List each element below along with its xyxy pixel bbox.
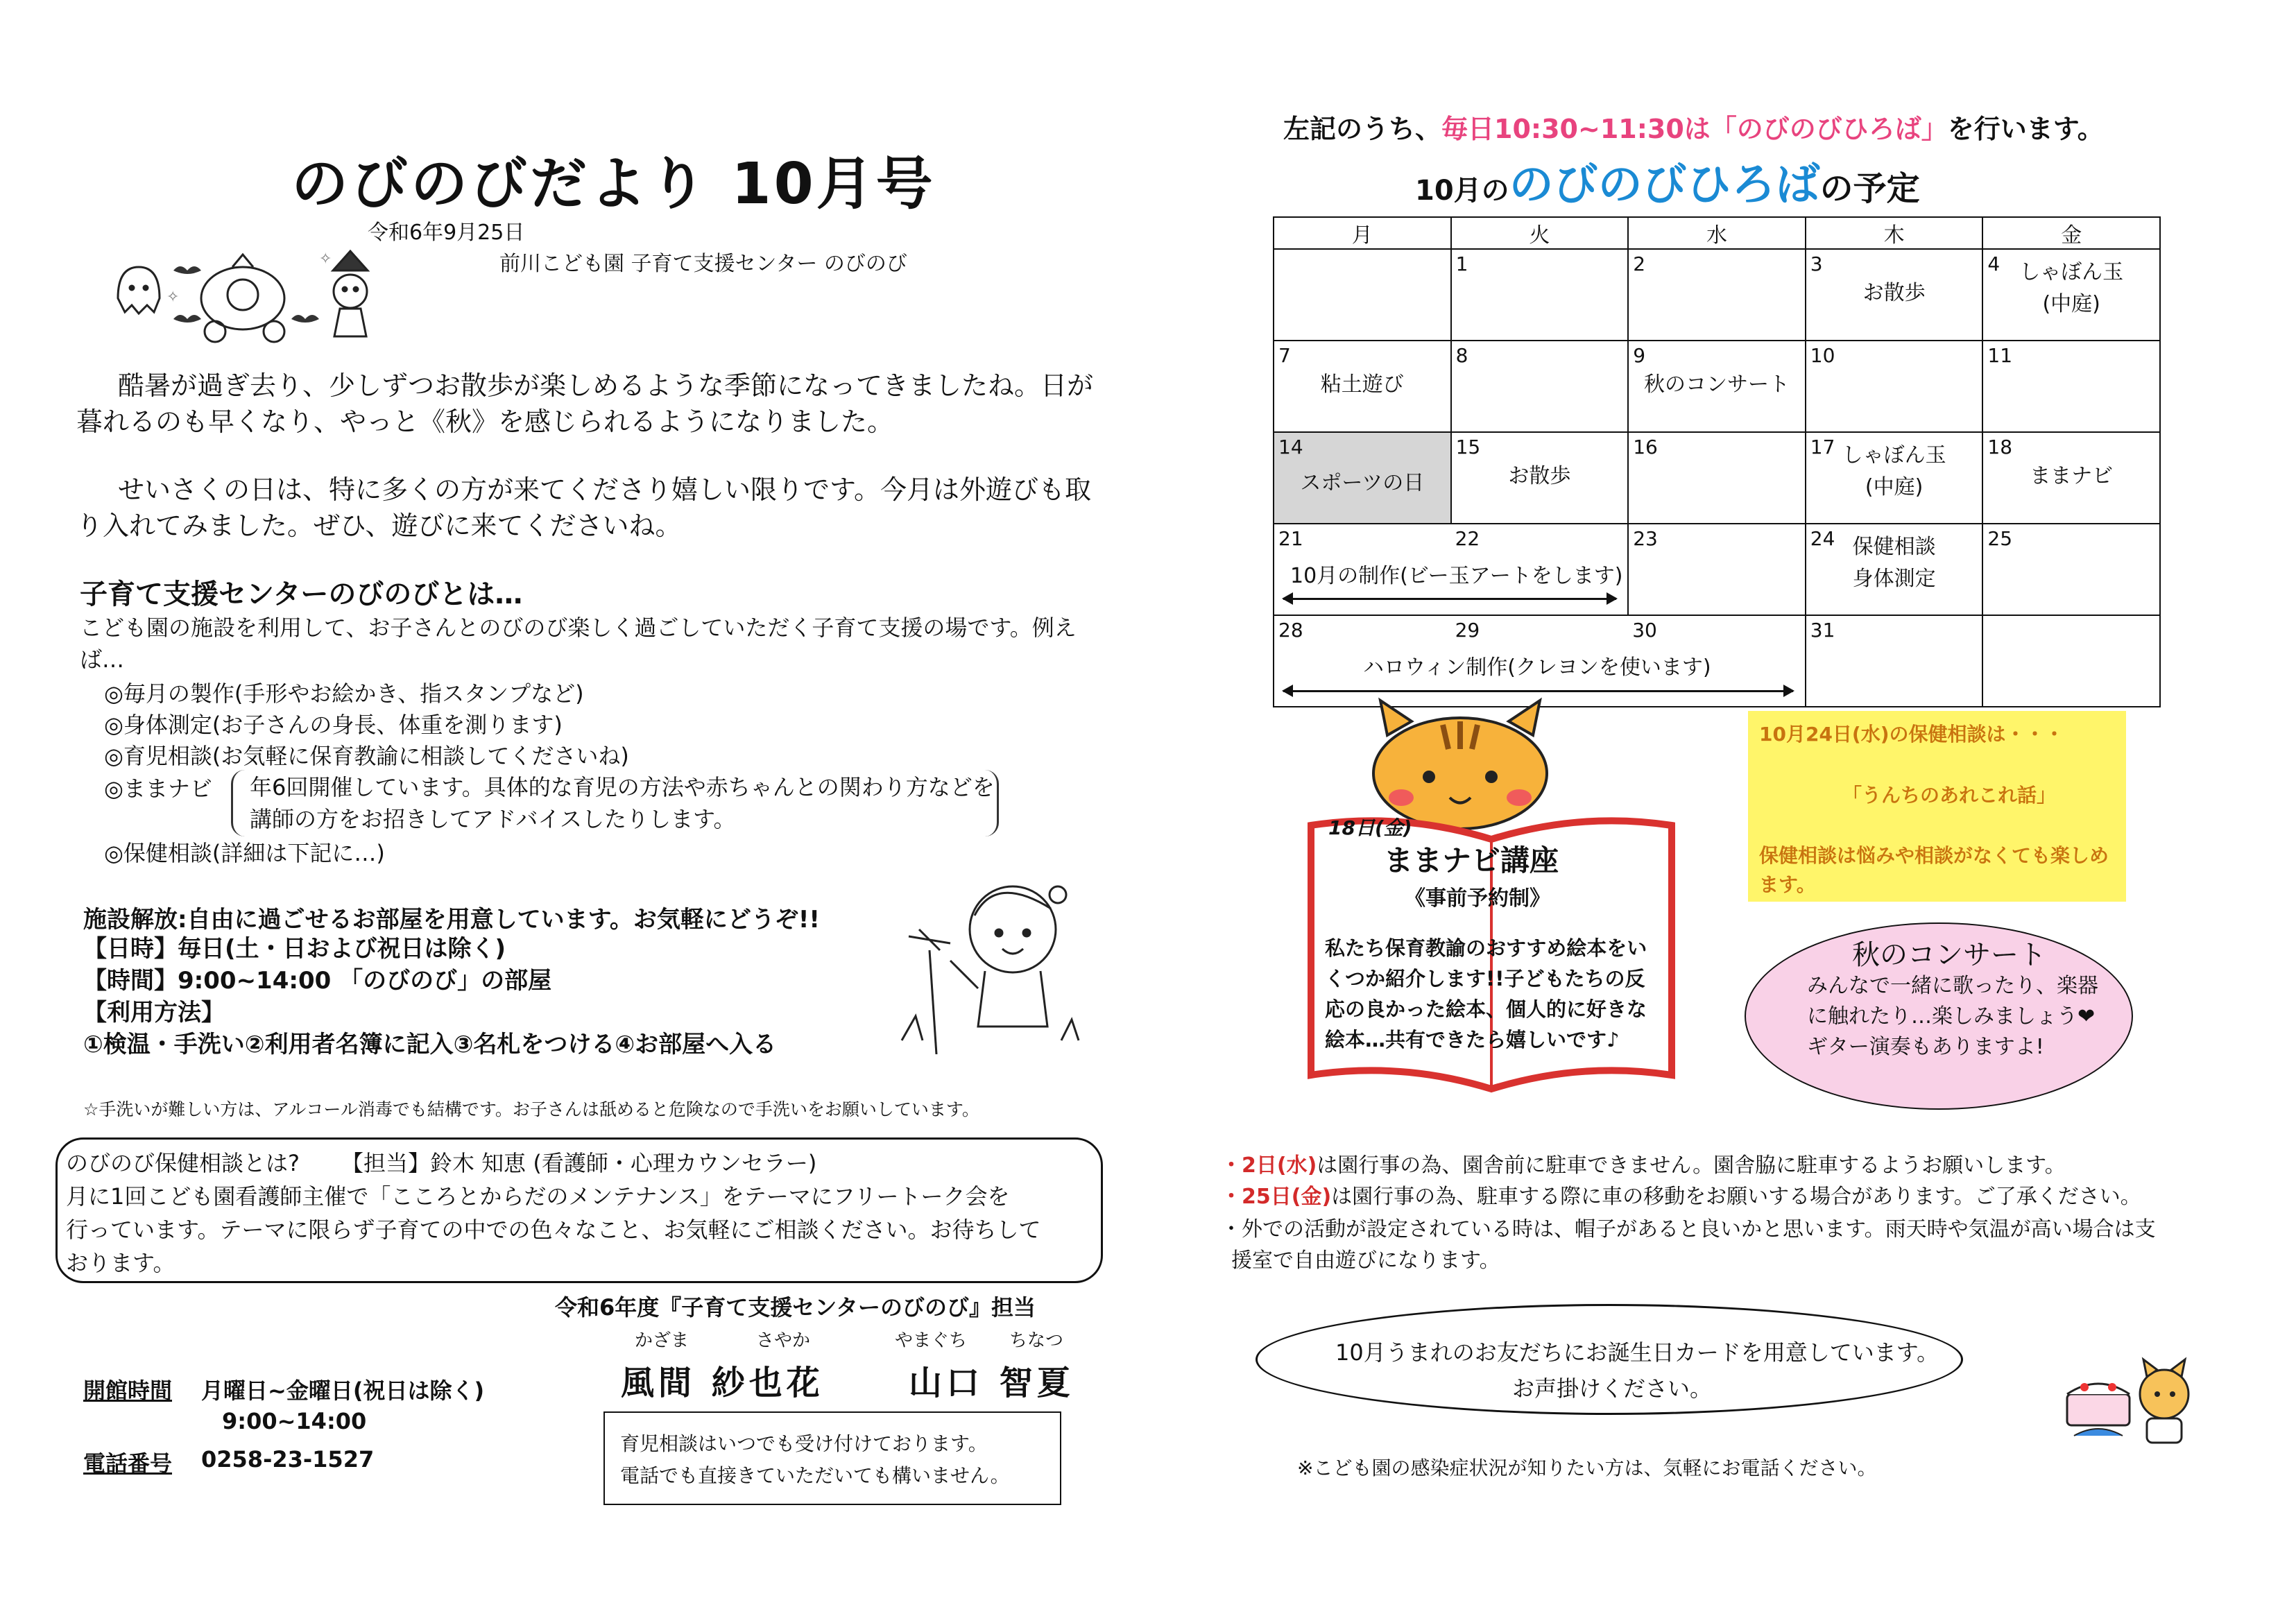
staff-kana: さやか <box>756 1330 811 1351</box>
calendar-event: 保健相談 身体測定 <box>1852 535 1936 591</box>
counsel-line-3: 行っています。テーマに限らず子育ての中での色々なこと、お気軽にご相談ください。お待ちして <box>66 1217 1041 1243</box>
about-item: ◎育児相談(お気軽に保育教諭に相談してくださいね) <box>104 743 629 769</box>
calendar-cell: 22 <box>1451 524 1629 615</box>
staff-name: 風間 紗也花 <box>621 1364 824 1402</box>
facility-days: 【日時】毎日(土・日および祝日は除く) <box>83 935 506 963</box>
calendar-cell: 9 秋のコンサート <box>1628 341 1806 432</box>
calendar-week <box>1274 432 2160 524</box>
calendar-cell: 8 <box>1451 341 1629 432</box>
staff-name: 山口 智夏 <box>909 1364 1074 1402</box>
calendar-cell: 1 <box>1451 249 1629 341</box>
bat-icon <box>173 266 201 274</box>
daily-hiroba-note: 左記のうち、毎日10:30~11:30は「のびのびひろば」を行います。 <box>1283 114 2104 144</box>
birthday-line-2: お声掛けください。 <box>1512 1375 1713 1402</box>
calendar-event: スポーツの日 <box>1300 471 1425 495</box>
handwash-note: ☆手洗いが難しい方は、アルコール消毒でも結構です。お子さんは舐めると危険なので手洗いをお願いしています。 <box>83 1099 979 1119</box>
calendar-cell: 4 しゃぼん玉 (中庭) <box>1982 249 2160 341</box>
consult-box <box>603 1411 1061 1505</box>
tel-number: 0258-23-1527 <box>201 1446 375 1472</box>
calendar-event: 粘土遊び <box>1320 372 1404 397</box>
about-item: ◎身体測定(お子さんの身長、体重を測ります) <box>104 712 563 738</box>
calendar-cell: 3 お散歩 <box>1806 249 1983 341</box>
calendar-event: ままナビ <box>2030 464 2114 488</box>
dragonfly-stick <box>929 950 936 1054</box>
brace-left <box>231 770 252 836</box>
calendar-cell: 23 <box>1628 524 1806 615</box>
calendar-week <box>1274 341 2160 432</box>
calendar-cell: 28 <box>1274 615 1451 707</box>
staff-kana: やまぐち <box>895 1330 968 1351</box>
counsel-line-1 <box>66 1146 816 1178</box>
ghost-icon <box>118 267 160 314</box>
weekday-mon: 月 <box>1274 217 1451 249</box>
span-arrow <box>1283 598 1616 600</box>
calendar-cell: 17 しゃぼん玉 (中庭) <box>1806 432 1983 524</box>
span-arrow <box>1283 690 1793 692</box>
hours-days: 月曜日~金曜日(祝日は除く) <box>201 1377 485 1404</box>
facility-time: 【時間】9:00~14:00 「のびのび」の部屋 <box>83 967 552 995</box>
calendar-event: 秋のコンサート <box>1643 372 1790 397</box>
notice-item: 援室で自由遊びになります。 <box>1231 1248 1500 1273</box>
calendar-cell: 21 <box>1274 524 1451 615</box>
staff-title: 令和6年度『子育て支援センターのびのび』担当 <box>555 1294 1036 1321</box>
staff-kana: ちなつ <box>1009 1330 1064 1351</box>
svg-text:✧: ✧ <box>319 250 332 268</box>
span-event-halloween: ハロウィン制作(クレヨンを使います) <box>1363 655 1711 680</box>
notice-item: ・外での活動が設定されている時は、帽子があると良いかと思います。雨天時や気温が高い場合は支 <box>1221 1217 2156 1242</box>
facility-usage-steps: ①検温・手洗い②利用者名簿に記入③名札をつける④お部屋へ入る <box>83 1031 777 1058</box>
span-event-bead-art: 10月の制作(ビー玉アートをします) <box>1290 564 1623 588</box>
calendar-cell <box>1274 249 1451 341</box>
calendar <box>1273 216 2161 707</box>
calendar-cell: 18 ままナビ <box>1982 432 2160 524</box>
weekday-thu: 木 <box>1806 217 1983 249</box>
staff-kana: かざま <box>635 1330 689 1351</box>
tel-label: 電話番号 <box>83 1450 173 1477</box>
calendar-cell: 25 <box>1982 524 2160 615</box>
about-item-mamanavi: ◎ままナビ <box>104 775 212 802</box>
mama-subtitle: 《事前予約制》 <box>1405 886 1550 911</box>
weekday-fri: 金 <box>1982 217 2160 249</box>
page-title: のびのびだより 10月号 <box>291 151 936 217</box>
notice-item: ・25日(金)は園行事の為、駐車する際に車の移動をお願いする場合があります。ご了承ください。 <box>1221 1185 2141 1209</box>
calendar-cell: 24 保健相談 身体測定 <box>1806 524 1983 615</box>
consult-line-1: 育児相談はいつでも受け付けております。 <box>620 1432 988 1455</box>
calendar-cell: 15 お散歩 <box>1451 432 1629 524</box>
calendar-cell: 31 <box>1806 615 1983 707</box>
mama-date: 18日(金) <box>1328 816 1412 839</box>
issuer: 前川こども園 子育て支援センター のびのび <box>499 252 907 276</box>
calendar-cell <box>1982 615 2160 707</box>
concert-text: みんなで一緒に歌ったり、楽器に触れたり…楽しみましょう❤ギター演奏もありますよ! <box>1807 974 2098 1059</box>
calendar-cell: 16 <box>1628 432 1806 524</box>
calendar-cell-holiday: 14 スポーツの日 <box>1274 432 1451 524</box>
calendar-cell: 7 粘土遊び <box>1274 341 1451 432</box>
weekday-tue: 火 <box>1451 217 1629 249</box>
health-consult-text: 保健相談は悩みや相談がなくても楽しめます。 <box>1759 844 2109 896</box>
calendar-event: しゃぼん玉 (中庭) <box>2019 260 2124 316</box>
calendar-cell: 29 <box>1451 615 1629 707</box>
weekday-wed: 水 <box>1628 217 1806 249</box>
hours-label: 開館時間 <box>83 1377 173 1404</box>
about-item: ◎保健相談(詳細は下記に…) <box>104 840 385 866</box>
hours-time: 9:00~14:00 <box>222 1408 367 1434</box>
calendar-header <box>1274 217 2160 249</box>
schedule-title: 10月ののびのびひろばの予定 <box>1415 160 1920 211</box>
calendar-cell: 11 <box>1982 341 2160 432</box>
counsel-line-4: おります。 <box>66 1250 175 1276</box>
about-item-mamanavi-detail: 年6回開催しています。具体的な育児の方法や赤ちゃんとの関わり方などを講師の方をお招きしてアドバイスしたりします。 <box>250 774 995 832</box>
calendar-event: お散歩 <box>1508 464 1571 488</box>
issue-date: 令和6年9月25日 <box>368 221 525 245</box>
counsel-staff: 【担当】鈴木 知恵 (看護師・心理カウンセラー) <box>341 1150 817 1176</box>
facility-usage-label: 【利用方法】 <box>83 999 225 1027</box>
about-heading: 子育て支援センターのびのびとは… <box>80 578 523 610</box>
intro-paragraph-2: せいさくの日は、特に多くの方が来てくださり嬉しい限りです。今月は外遊びも取り入れてみました。ぜひ、遊びに来てくださいね。 <box>76 474 1091 541</box>
health-consult-topic: 「うんちのあれこれ話」 <box>1842 784 2057 807</box>
about-text: こども園の施設を利用して、お子さんとのびのび楽しく過ごしていただく子育て支援の場です。例えば… <box>80 615 1077 673</box>
calendar-week <box>1274 249 2160 341</box>
health-consult-box <box>1748 711 2126 902</box>
calendar-event: お散歩 <box>1862 281 1926 305</box>
health-consult-date: 10月24日(水)の保健相談は・・・ <box>1759 723 2064 746</box>
infection-note: ※こども園の感染症状況が知りたい方は、気軽にお電話ください。 <box>1297 1457 1877 1479</box>
mama-title: ままナビ講座 <box>1384 843 1559 877</box>
notice-item: ・2日(水)は園行事の為、園舎前に駐車できません。園舎脇に駐車するようお願いします。 <box>1221 1153 2066 1178</box>
concert-title: 秋のコンサート <box>1852 939 2046 971</box>
calendar-cell: 10 <box>1806 341 1983 432</box>
birthday-line-1: 10月うまれのお友だちにお誕生日カードを用意しています。 <box>1335 1339 1939 1366</box>
about-item: ◎毎月の製作(手形やお絵かき、指スタンプなど) <box>104 680 584 707</box>
counsel-question: のびのび保健相談とは? <box>66 1150 300 1176</box>
facility-open: 施設解放:自由に過ごせるお部屋を用意しています。お気軽にどうぞ!! <box>83 906 820 934</box>
cake-cat-illustration <box>2053 1352 2206 1450</box>
calendar-event: しゃぼん玉 (中庭) <box>1842 443 1946 499</box>
calendar-cell: 2 <box>1628 249 1806 341</box>
calendar-cell: 30 <box>1628 615 1806 707</box>
child-illustration <box>881 867 1110 1054</box>
counsel-line-2: 月に1回こども園看護師主催で「こころとからだのメンテナンス」をテーマにフリートーク会を <box>66 1183 1010 1210</box>
svg-text:✧: ✧ <box>166 289 180 306</box>
intro-paragraph-1: 酷暑が過ぎ去り、少しずつお散歩が楽しめるような季節になってきましたね。日が暮れるのも早くなり、やっと《秋》を感じられるようになりました。 <box>76 370 1094 437</box>
mama-text: 私たち保育教諭のおすすめ絵本をいくつか紹介します!!子どもたちの反応の良かった絵本、個人的に好きな絵本…共有できたら嬉しいです♪ <box>1325 936 1647 1051</box>
consult-line-2: 電話でも直接きていただいても構いません。 <box>620 1464 1010 1487</box>
halloween-illustration <box>104 250 402 347</box>
brace-right <box>978 770 999 836</box>
